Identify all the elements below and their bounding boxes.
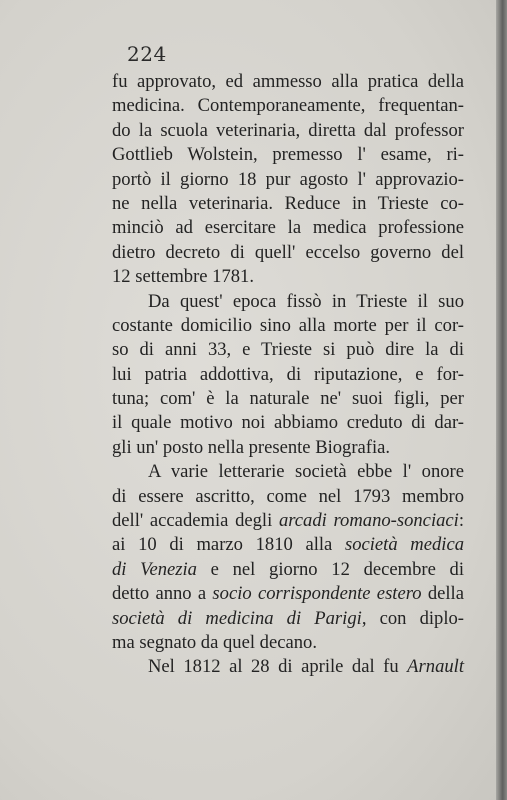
text-segment: A varie letterarie società ebbe l' onore [148,461,464,483]
text-segment: : [458,510,464,532]
text-line [112,436,464,460]
text-line [112,70,464,94]
text-segment: ma segnato da quel decano. [112,631,317,653]
text-line [112,314,464,338]
text-line [112,655,464,679]
text-segment: Da quest' epoca fissò in Trieste il suo [148,290,464,312]
text-segment: lui patria addottiva, di riputazione, e for- [112,363,464,385]
italic-text-segment: società medica [344,534,464,556]
italic-text-segment: di Venezia [112,558,197,580]
text-line [112,485,464,509]
text-segment: detto anno a [112,583,213,605]
text-segment: e nel giorno 12 decembre di [196,558,464,580]
text-line [112,241,464,265]
body-text [112,70,464,680]
text-segment: medicina. Contemporaneamente, frequentan- [112,95,464,117]
text-line [112,338,464,362]
text-segment: tuna; com' è la naturale ne' suoi figli, per [112,388,464,410]
text-segment: dell' accademia degli [112,510,279,532]
text-segment: della [421,583,464,605]
text-line [112,411,464,435]
text-segment: dietro decreto di quell' eccelso governo del [112,241,464,263]
italic-text-segment: società di medicina di Parigi [112,607,362,629]
text-line [112,558,464,582]
text-line [112,387,464,411]
text-line [112,192,464,216]
text-segment: Gottlieb Wolstein, premesso l' esame, ri- [112,144,464,166]
text-line [112,143,464,167]
text-line [112,460,464,484]
text-segment: ne nella veterinaria. Reduce in Trieste co- [112,192,464,214]
text-line [112,582,464,606]
text-line [112,265,464,289]
text-segment: di essere ascritto, come nel 1793 membro [112,485,464,507]
text-segment: gli un' posto nella presente Biografia. [112,436,391,458]
text-line [112,533,464,557]
text-segment: ai 10 di marzo 1810 alla [112,534,345,556]
text-line [112,631,464,655]
text-line [112,216,464,240]
text-line [112,290,464,314]
text-segment: do la scuola veterinaria, diretta dal professor [112,119,464,141]
text-line [112,119,464,143]
text-line [112,509,464,533]
text-segment: il quale motivo noi abbiamo creduto di dar- [112,412,464,434]
book-spine-shadow [496,0,507,800]
text-segment: , con diplo- [361,607,464,629]
text-line [112,363,464,387]
italic-text-segment: arcadi romano-sonciaci [278,510,459,532]
text-segment: fu approvato, ed ammesso alla pratica della [112,71,464,92]
text-segment: portò il giorno 18 pur agosto l' approvazio- [112,168,464,190]
text-line [112,607,464,631]
text-segment: 12 settembre 1781. [112,266,255,288]
text-segment: so di anni 33, e Trieste si può dire la di [112,339,464,361]
page-number: 224 [127,42,167,66]
italic-text-segment: socio corrispondente estero [212,583,422,605]
italic-text-segment: Arnault [407,656,464,678]
text-segment: minciò ad esercitare la medica professione [112,217,464,239]
text-line [112,168,464,192]
text-line [112,94,464,118]
text-segment: costante domicilio sino alla morte per il cor- [112,314,464,336]
text-segment: Nel 1812 al 28 di aprile dal fu [148,656,408,678]
